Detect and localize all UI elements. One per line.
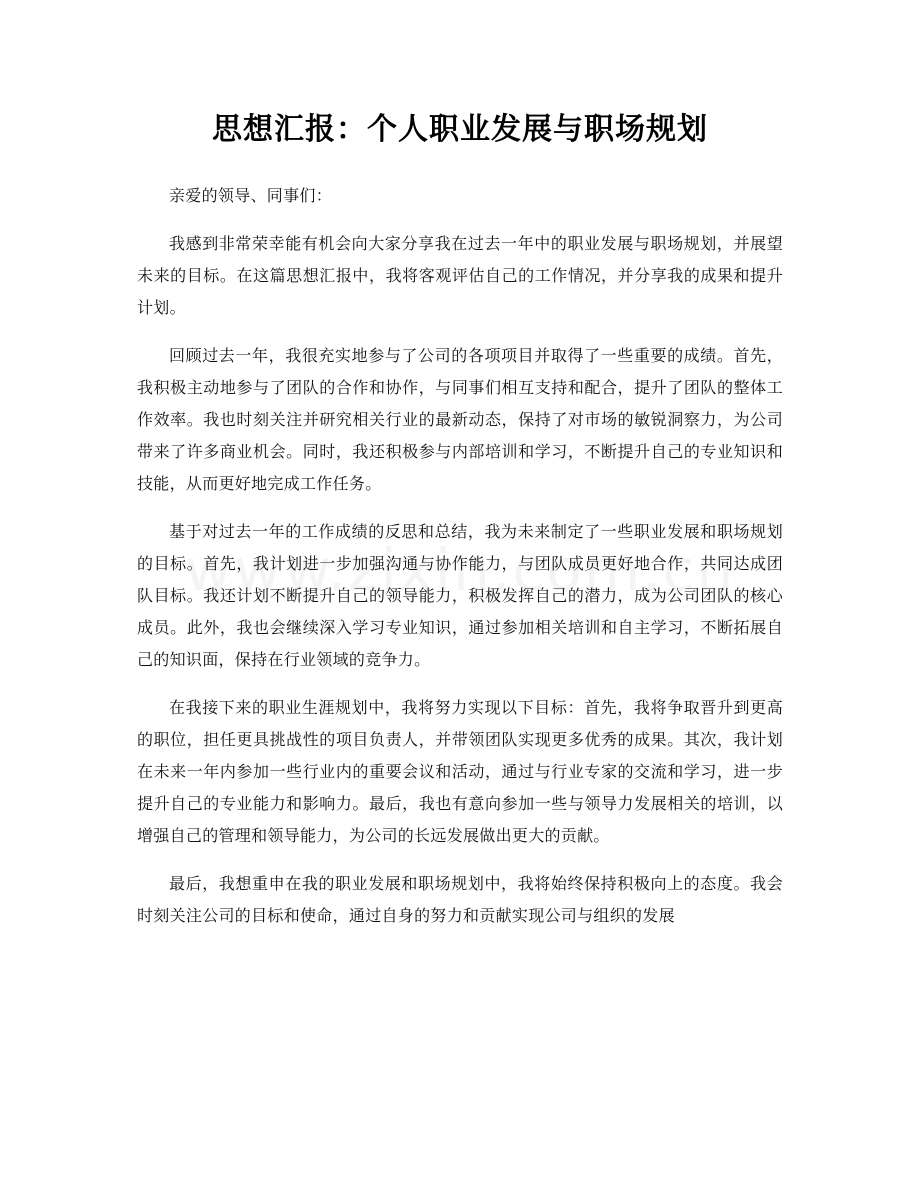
document-title: 思想汇报：个人职业发展与职场规划	[212, 112, 708, 147]
paragraph-intro: 我感到非常荣幸能有机会向大家分享我在过去一年中的职业发展与职场规划，并展望未来的目标。在这篇思想汇报中，我将客观评估自己的工作情况，并分享我的成果和提升计划。	[137, 234, 783, 317]
paragraph-closing: 最后，我想重申在我的职业发展和职场规划中，我将始终保持积极向上的态度。我会时刻关注公司的目标和使命，通过自身的努力和贡献实现公司与组织的发展	[137, 874, 783, 925]
paragraph-goals: 基于对过去一年的工作成绩的反思和总结，我为未来制定了一些职业发展和职场规划的目标。首先，我计划进一步加强沟通与协作能力，与团队成员更好地合作，共同达成团队目标。我还计划不断提升自己的领导能力，积极发挥自己的潜力，成为公司团队的核心成员。此外，我也会继续深入学习专业知识，通过参加相关培训和自主学习，不断拓展自己的知识面，保持在行业领域的竞争力。	[137, 522, 783, 669]
greeting: 亲爱的领导、同事们：	[169, 186, 333, 205]
document-body	[137, 180, 783, 948]
paragraph-review: 回顾过去一年，我很充实地参与了公司的各项项目并取得了一些重要的成绩。首先，我积极主动地参与了团队的合作和协作，与同事们相互支持和配合，提升了团队的整体工作效率。我也时刻关注并研究相关行业的最新动态，保持了对市场的敏锐洞察力，为公司带来了许多商业机会。同时，我还积极参与内部培训和学习，不断提升自己的专业知识和技能，从而更好地完成工作任务。	[137, 346, 783, 493]
paragraph-career-plan: 在我接下来的职业生涯规划中，我将努力实现以下目标：首先，我将争取晋升到更高的职位，担任更具挑战性的项目负责人，并带领团队实现更多优秀的成果。其次，我计划在未来一年内参加一些行业内的重要会议和活动，通过与行业专家的交流和学习，进一步提升自己的专业能力和影响力。最后，我也有意向参加一些与领导力发展相关的培训，以增强自己的管理和领导能力，为公司的长远发展做出更大的贡献。	[137, 698, 783, 845]
